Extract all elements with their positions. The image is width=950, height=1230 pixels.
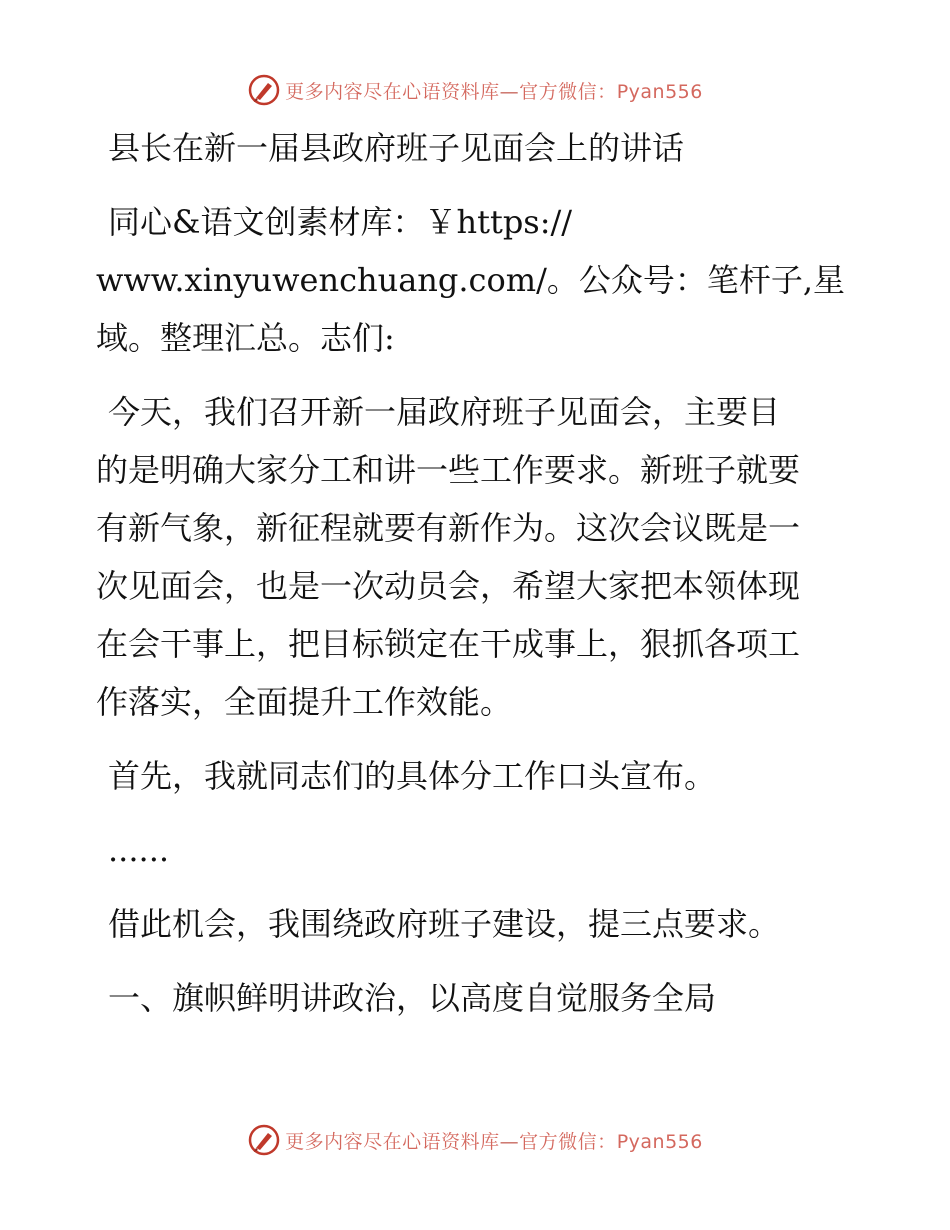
banner-title: 更多内容尽在心语资料库 bbox=[285, 1130, 500, 1153]
banner-wechat-label: 官方微信： bbox=[519, 80, 617, 103]
banner-text bbox=[285, 77, 703, 104]
paragraph-line: 今天，我们召开新一届政府班子见面会，主要目 bbox=[108, 393, 781, 431]
paragraph-line: 借此机会，我围绕政府班子建设，提三点要求。 bbox=[108, 905, 781, 943]
paragraph-line: 在会干事上，把目标锁定在干成事上，狠抓各项工 bbox=[96, 625, 801, 663]
paragraph-line: 次见面会，也是一次动员会，希望大家把本领体现 bbox=[96, 567, 801, 605]
paragraph-line: 首先，我就同志们的具体分工作口头宣布。 bbox=[108, 757, 717, 795]
paragraph-line: 域。整理汇总。志们: bbox=[96, 319, 395, 357]
paragraph-line: 有新气象，新征程就要有新作为。这次会议既是一 bbox=[96, 509, 801, 547]
paragraph-line: 同心&语文创素材库：￥https:// bbox=[108, 203, 573, 241]
banner-wechat-id: Pyan556 bbox=[616, 1130, 703, 1153]
banner-separator: — bbox=[499, 1130, 520, 1153]
footer-banner bbox=[0, 1120, 950, 1160]
paragraph-line: 的是明确大家分工和讲一些工作要求。新班子就要 bbox=[96, 451, 801, 489]
header-banner bbox=[0, 70, 950, 110]
banner-title: 更多内容尽在心语资料库 bbox=[285, 80, 500, 103]
banner-wechat-id: Pyan556 bbox=[616, 80, 703, 103]
pen-logo-icon bbox=[247, 1123, 281, 1157]
pen-logo-icon bbox=[247, 73, 281, 107]
banner-separator: — bbox=[499, 80, 520, 103]
banner-wechat-label: 官方微信： bbox=[519, 1130, 617, 1153]
ellipsis-line: ...... bbox=[108, 831, 170, 869]
paragraph-line: 作落实，全面提升工作效能。 bbox=[96, 683, 513, 721]
section-heading: 一、旗帜鲜明讲政治，以高度自觉服务全局 bbox=[108, 979, 717, 1017]
document-title: 县长在新一届县政府班子见面会上的讲话 bbox=[108, 129, 685, 167]
paragraph-line: www.xinyuwenchuang.com/。公众号：笔杆子,星 bbox=[96, 261, 846, 299]
banner-text bbox=[285, 1127, 703, 1154]
